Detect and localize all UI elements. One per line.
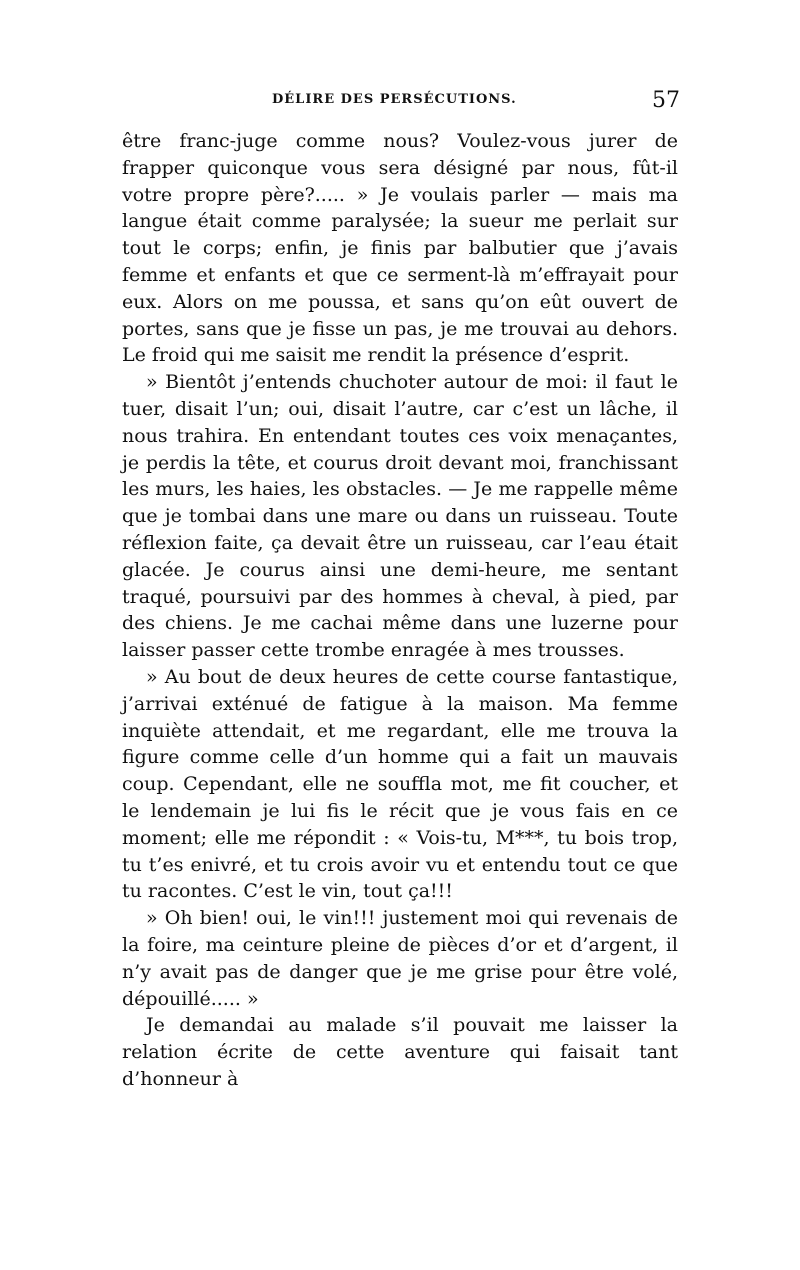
body-text [122,128,678,1093]
running-head [122,88,680,116]
page-number: 57 [652,88,680,113]
paragraph: » Oh bien! oui, le vin!!! justement moi qui revenais de la foire, ma ceinture pleine de pièces d’or et d’argent, il n’y avait pas de danger que je me grise pour être volé, dépouillé..... » [122,907,678,1010]
paragraph-continuation: être franc-juge comme nous? Voulez-vous jurer de frapper quiconque vous sera désigné par nous, fût-il votre propre père?..... » Je voulais parler — mais ma langue était comme paralysée; la sueur me perlait sur tout le corps; enfin, je finis par balbutier que j’avais femme et enfants et que ce serment-là m’effrayait pour eux. Alors on me poussa, et sans qu’on eût ouvert de portes, sans que je fisse un pas, je me trouvai au dehors. Le froid qui me saisit me rendit la présence d’esprit. [122,130,678,367]
running-title: DÉLIRE DES PERSÉCUTIONS. [272,92,517,107]
paragraph: » Au bout de deux heures de cette course fantastique, j’arrivai exténué de fatigue à la maison. Ma femme inquiète attendait, et me regardant, elle me trouva la figure comme celle d’un homme qui a fait un mauvais coup. Cependant, elle ne souffla mot, me fit coucher, et le lendemain je lui fis le récit que je vous fais en ce moment; elle me répondit : « Vois-tu, M***, tu bois trop, tu t’es enivré, et tu crois avoir vu et entendu tout ce que tu racontes. C’est le vin, tout ça!!! [122,665,678,903]
paragraph: Je demandai au malade s’il pouvait me laisser la relation écrite de cette aventure qui faisait tant d’honneur à [122,1014,678,1090]
paragraph: » Bientôt j’entends chuchoter autour de moi: il faut le tuer, disait l’un; oui, disait l’autre, car c’est un lâche, il nous trahira. En entendant toutes ces voix menaçantes, je perdis la tête, et courus droit devant moi, franchissant les murs, les haies, les obstacles. — Je me rappelle même que je tombai dans une mare ou dans un ruisseau. Toute réflexion faite, ça devait être un ruisseau, car l’eau était glacée. Je courus ainsi une demi-heure, me sentant traqué, poursuivi par des hommes à cheval, à pied, par des chiens. Je me cachai même dans une luzerne pour laisser passer cette trombe enragée à mes trousses. [122,371,678,662]
